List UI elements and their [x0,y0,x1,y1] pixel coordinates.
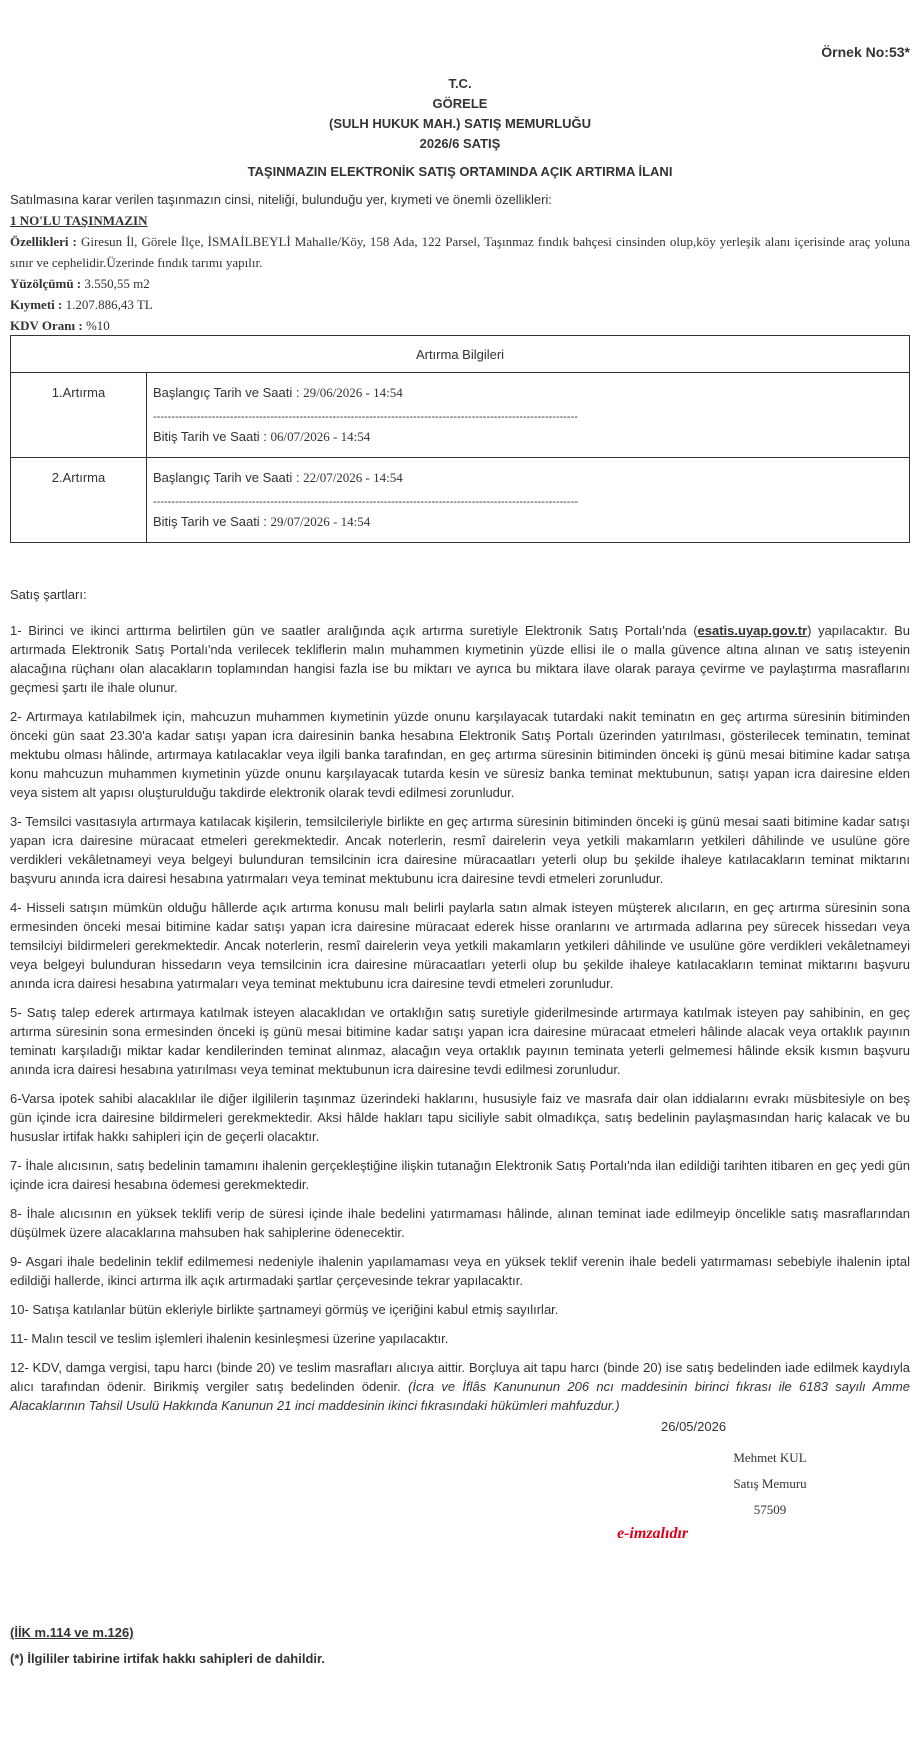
condition-9: 9- Asgari ihale bedelinin teklif edilmemesi nedeniyle ihalenin yapılamaması veya en yüksek teklif verenin ihale bedeli yatırmaması sebebiyle ihalenin iptal edildiği hallerde, ikinci artırma ilk açık artırmadaki şartlar çerçevesinde tekrar yapılacaktır. [10,1254,910,1288]
auction-end: Bitiş Tarih ve Saati : 06/07/2026 - 14:54 [153,429,371,444]
e-signature-mark: e-imzalıdır [617,1525,689,1542]
auction-table-header: Artırma Bilgileri [11,336,910,373]
vat-label: KDV Oranı : [10,318,83,333]
condition-1: 1- Birinci ve ikinci arttırma belirtilen gün ve saatler aralığında açık artırma suretiyle Elektronik Satış Portalı'nda (esatis.uyap.gov.tr) yapılacaktır. Bu artırmada Elektronik Satış Portalı'nda verilecek tekliflerin malın muhammen kıymetinin yüzde ellisi ile o malla güvence altına alınan ve satış isteyenin alacağına rüçhanı olan alacakların toplamından hangisi fazla ise bu miktarı ve ayrıca bu miktara ilave olarak paraya çevirme ve paylaştırma masraflarını geçmesi şartı ile ihale olunur. [10,623,910,695]
property-value [10,294,910,315]
table-row [11,458,910,543]
auction-label: 1.Artırma [11,373,147,458]
auction-start: Başlangıç Tarih ve Saati : 22/07/2026 - 14:54 [153,470,403,485]
property-details [10,210,910,336]
announcement-title: TAŞINMAZIN ELEKTRONİK SATIŞ ORTAMINDA AÇIK ARTIRMA İLANI [247,164,673,179]
sale-conditions [10,585,910,1425]
office-header [10,74,910,154]
property-features [10,231,910,273]
auction-end: Bitiş Tarih ve Saati : 29/07/2026 - 14:54 [153,514,371,529]
condition-11: 11- Malın tescil ve teslim işlemleri ihalenin kesinleşmesi üzerine yapılacaktır. [10,1331,449,1346]
auction-start-value: 29/06/2026 - 14:54 [303,385,403,400]
auction-label: 2.Artırma [11,458,147,543]
condition-8: 8- İhale alıcısının en yüksek teklifi verip de süresi içinde ihale bedelini yatırmaması hâlinde, alınan teminat iade edilmeyip öncelikle satış masraflarından düşülmek üzere alacaklarına mahsuben hak sahiplerine ödenecektir. [10,1206,910,1240]
dashed-separator: -------------------------------------------------------------------------------------------------------------------- [153,496,578,508]
signer-name: Mehmet KUL [733,1450,807,1465]
property-vat [10,315,910,336]
signer-id: 57509 [753,1502,787,1517]
vat-rate: %10 [85,318,110,333]
condition-3: 3- Temsilci vasıtasıyla artırmaya katılacak kişilerin, temsilcileriyle birlikte en geç artırma süresinin bitiminden önceki iş günü mesai saati bitimine kadar satışı yapan icra dairesine müracaat etmeleri gerekmektedir. Ancak noterlerin, resmî dairelerin veya yetkili makamların yetkileri dâhilinde ve usulüne göre verdikleri vekâletnameyi veya belgeyi bulunduran temsilcinin icra dairesine müracaatları yeterli olup bu şekilde ihaleye katılacakların teminat miktarını başvuru anında icra dairesi hesabına yatırmaları veya teminat mektubunu icra dairesine tevdi etmeleri zorunludur. [10,814,910,886]
header-office: (SULH HUKUK MAH.) SATIŞ MEMURLUĞU [329,116,591,131]
auction-info-table [10,335,910,543]
table-row [11,373,910,458]
condition-6: 6-Varsa ipotek sahibi alacaklılar ile diğer ilgililerin taşınmaz üzerindeki haklarını, hususiyle faiz ve masrafa dair olan iddialarını evrakı müsbitesiyle on beş gün içinde icra dairesine bildirmeleri gerekmektedir. Aksi hâlde hakları tapu siciliyle sabit olmadıkça, satış bedelinin paylaşmasından hariç kalacak ve bu hususlar irtifak hakkı sahipleri için de geçerli olacaktır. [10,1091,910,1144]
condition-2: 2- Artırmaya katılabilmek için, mahcuzun muhammen kıymetinin yüzde onunu karşılayacak tutardaki nakit teminatın en geç artırma süresinin bitiminden önceki gün saat 23.30'a kadar satışı yapan icra dairesinin banka hesabına Elektronik Satış Portalı üzerinden yatırılması, gösterilecek teminatın, teminat mektubu olması hâlinde, artırmaya katılacaklar veya ilgili banka tarafından, en geç artırma süresinin bitiminden önceki iş günü mesai bitimine kadar satışa konu mahcuzun muhammen kıymetinin yüzde onunu karşılayacak tutarda kesin ve süresiz banka teminat mektubunun, satışı yapan icra dairesine elden veya sistem alt yapısı oluşturulduğu takdirde elektronik olarak tevdi edilmesi zorunludur. [10,709,910,800]
condition-4: 4- Hisseli satışın mümkün olduğu hâllerde açık artırma konusu malı belirli paylarla satın almak isteyen müşterek alıcıların, en geç artırma süresinin sona ermesinden önceki mesai bitimine kadar satışı yapan icra dairesine müracaat ederek hisse oranlarını ve artırmada adlarına pey sürecek hissedarı veya temsilciyi bildirmeleri gerekmektedir. Ancak noterlerin, resmî dairelerin veya yetkili makamların yetkileri dâhilinde ve usulüne göre verdikleri vekâletnameyi veya belgeyi bulunduran hissedarın veya temsilcinin icra dairesine müracaatları yeterli olup bu şekilde ihaleye katılacakların teminat miktarını başvuru anında icra dairesi hesabına yatırmaları veya teminat mektubunu icra dairesine tevdi etmeleri zorunludur. [10,900,910,991]
features-label: Özellikleri : [10,234,77,249]
esatis-link[interactable]: esatis.uyap.gov.tr [697,623,808,638]
condition-5: 5- Satış talep ederek artırmaya katılmak isteyen alacaklıdan ve ortaklığın satış suretiyle giderilmesinde artırmaya katılmak isteyen pay sahibinin, en geç artırma süresinin sona ermesinden önceki iş günü mesai bitimine kadar satışı yapan icra dairesine müracaat etmeleri hâlinde alacak veya ortaklık payının teminatı karşıladığı miktar kadar kendilerinden teminat alınmaz, alacağın veya ortaklık payının teminata yeterli gelmemesi hâlinde eksik kısmın başvuru anında icra dairesi hesabına yatırılması veya teminat mektubunun icra dairesine tevdi edilmesi zorunludur. [10,1005,910,1077]
conditions-title: Satış şartları: [10,587,87,602]
condition-10: 10- Satışa katılanlar bütün ekleriyle birlikte şartnameyi görmüş ve içeriğini kabul etmiş sayılırlar. [10,1302,559,1317]
header-file-no: 2026/6 SATIŞ [419,136,501,151]
auction-dates [147,373,910,458]
auction-end-value: 29/07/2026 - 14:54 [270,514,371,529]
header-tc: T.C. [448,76,472,91]
sample-number: Örnek No:53* [821,44,910,60]
auction-dates [147,458,910,543]
signature-block [710,1445,830,1523]
auction-start-value: 22/07/2026 - 14:54 [303,470,403,485]
dashed-separator: -------------------------------------------------------------------------------------------------------------------- [153,411,578,423]
value-label: Kıymeti : [10,297,63,312]
auction-start: Başlangıç Tarih ve Saati : 29/06/2026 - 14:54 [153,385,403,400]
features-text: Giresun İl, Görele İlçe, İSMAİLBEYLİ Mahalle/Köy, 158 Ada, 122 Parsel, Taşınmaz fındık bahçesi cinsinden olup,köy yerleşik alanı içerisinde araç yoluna sınır ve cephelidir.Üzerinde fındık tarımı yapılır. [10,234,911,270]
footnote: (*) İlgililer tabirine irtifak hakkı sahipleri de dahildir. [10,1651,325,1666]
signer-role: Satış Memuru [733,1476,807,1491]
area-value: 3.550,55 m2 [84,276,150,291]
value-amount: 1.207.886,43 TL [65,297,153,312]
header-city: GÖRELE [432,96,488,111]
auction-end-value: 06/07/2026 - 14:54 [270,429,371,444]
area-label: Yüzölçümü : [10,276,82,291]
condition-7: 7- İhale alıcısının, satış bedelinin tamamını ihalenin gerçekleştiğine ilişkin tutanağın Elektronik Satış Portalı'nda ilan edildiği tarihten itibaren en geç yedi gün içinde icra dairesi hesabına ödemesi gerekmektedir. [10,1158,910,1192]
condition-12-legal-note: (İcra ve İflâs Kanununun 206 ncı maddesinin birinci fıkrası ile 6183 sayılı Amme Alacaklarının Tahsil Usulü Hakkında Kanunun 21 inci maddesinin ikinci fıkrasındaki hükümleri mahfuzdur.) [10,1379,910,1413]
intro-text: Satılmasına karar verilen taşınmazın cinsi, niteliği, bulunduğu yer, kıymeti ve önemli özellikleri: [10,192,552,207]
property-heading: 1 NO'LU TAŞINMAZIN [10,213,148,228]
condition-12: 12- KDV, damga vergisi, tapu harcı (binde 20) ve teslim masrafları alıcıya aittir. Borçluya ait tapu harcı (binde 20) ise satış bedelinden iade edilmek kaydıyla alıcı tarafından ödenir. Birikmiş vergiler satış bedelinden ödenir. (İcra ve İflâs Kanununun 206 ncı maddesinin birinci fıkrası ile 6183 sayılı Amme Alacaklarının Tahsil Usulü Hakkında Kanunun 21 inci maddesinin ikinci fıkrasındaki hükümleri mahfuzdur.) [10,1360,910,1413]
property-area [10,273,910,294]
announcement-date: 26/05/2026 [661,1419,727,1434]
law-reference: (İİK m.114 ve m.126) [10,1625,134,1640]
